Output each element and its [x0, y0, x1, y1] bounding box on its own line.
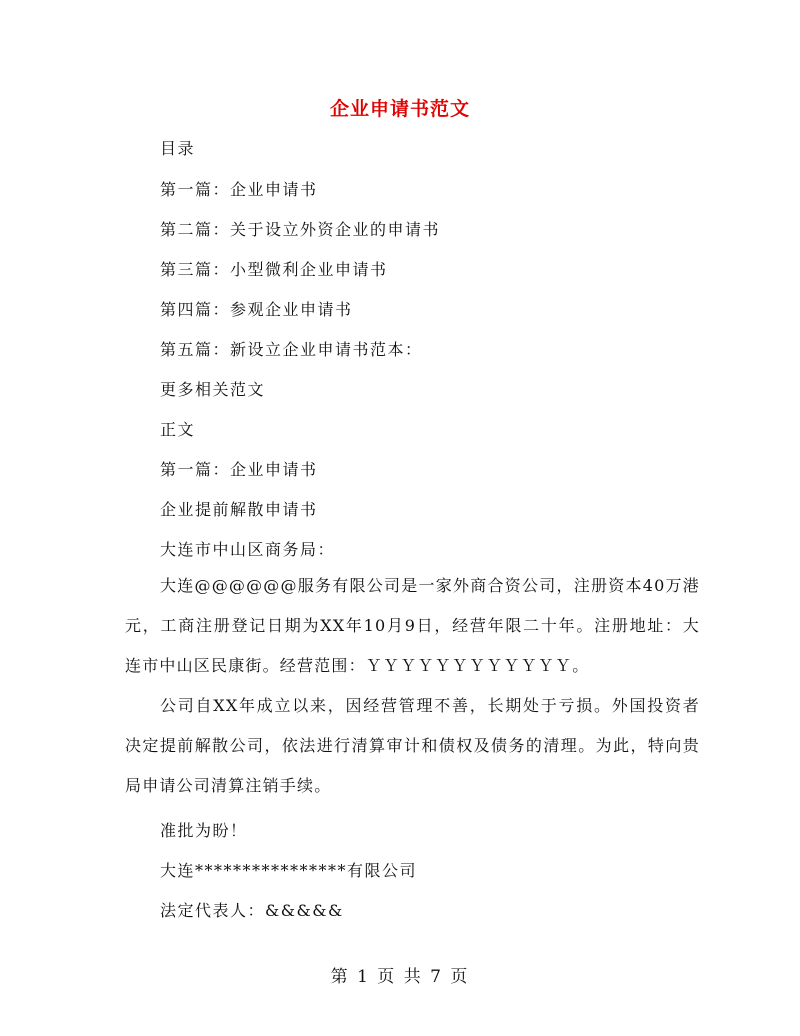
toc-item: 第四篇：参观企业申请书 [160, 300, 353, 319]
recipient: 大连市中山区商务局： [160, 540, 336, 559]
letter-title: 企业提前解散申请书 [160, 500, 318, 519]
body-heading: 正文 [160, 420, 196, 439]
toc-item: 更多相关范文 [160, 380, 266, 399]
legal-representative: 法定代表人：&&&&& [160, 901, 344, 920]
section-heading: 第一篇：企业申请书 [160, 460, 318, 479]
toc-item: 第五篇：新设立企业申请书范本： [160, 340, 423, 359]
toc-heading: 目录 [160, 139, 196, 158]
page-footer: 第 1 页 共 7 页 [330, 967, 470, 987]
toc-item: 第二篇：关于设立外资企业的申请书 [160, 220, 441, 239]
paragraph: 公司自XX年成立以来，因经营管理不善，长期处于亏损。外国投资者决定提前解散公司，依法进行清算审计和债权及债务的清理。为此，特向贵局申请公司清算注销手续。 [125, 696, 700, 795]
signatory-company: 大连****************有限公司 [160, 861, 418, 880]
closing: 准批为盼！ [160, 821, 248, 840]
toc-item: 第一篇：企业申请书 [160, 180, 318, 199]
document-title: 企业申请书范文 [329, 98, 470, 120]
toc-item: 第三篇：小型微利企业申请书 [160, 260, 388, 279]
paragraph: 大连@@@@@@服务有限公司是一家外商合资公司，注册资本40万港元，工商注册登记日期为XX年10月9日，经营年限二十年。注册地址：大连市中山区民康街。经营范围：ＹＹＹＹＹＹＹＹＹＹＹＹ。 [125, 576, 700, 675]
